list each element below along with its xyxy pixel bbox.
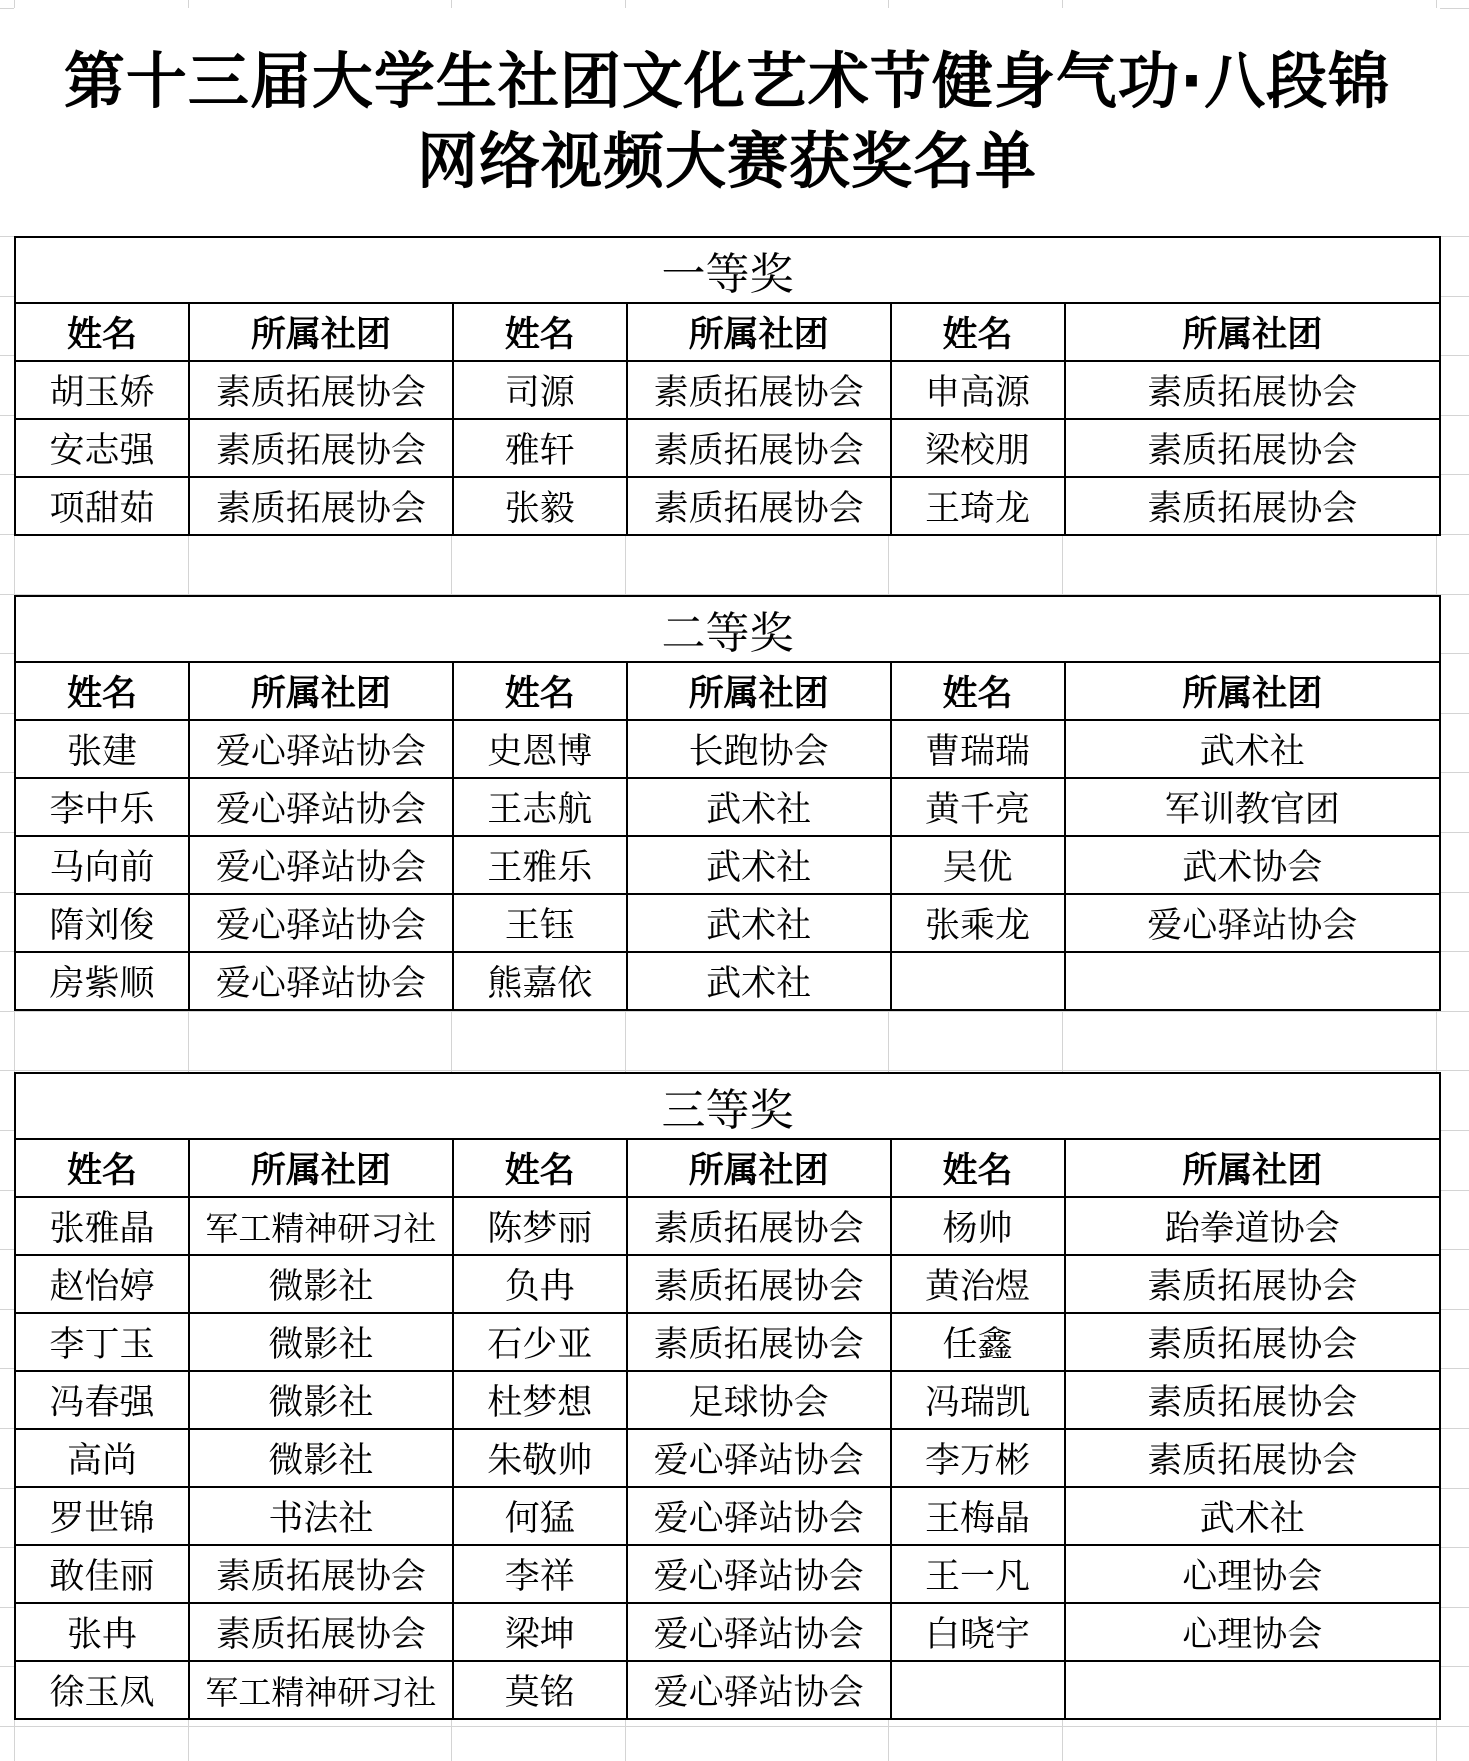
winner-name: 熊嘉依 [453, 952, 627, 1010]
winner-club: 素质拓展协会 [627, 1197, 891, 1255]
table-row [15, 419, 1440, 477]
table-row [15, 477, 1440, 535]
winner-club: 心理协会 [1065, 1603, 1440, 1661]
winner-name: 白晓宇 [891, 1603, 1065, 1661]
table-row [15, 1371, 1440, 1429]
winner-name: 杜梦想 [453, 1371, 627, 1429]
winner-club: 爱心驿站协会 [189, 952, 453, 1010]
winner-club: 微影社 [189, 1255, 453, 1313]
winner-club: 足球协会 [627, 1371, 891, 1429]
winner-name: 敢佳丽 [15, 1545, 189, 1603]
column-header-club: 所属社团 [189, 662, 453, 720]
winner-name: 赵怡婷 [15, 1255, 189, 1313]
winner-club: 素质拓展协会 [189, 419, 453, 477]
winner-name: 李万彬 [891, 1429, 1065, 1487]
column-header-name: 姓名 [15, 1139, 189, 1197]
table-row [15, 1313, 1440, 1371]
winner-name: 雅轩 [453, 419, 627, 477]
winner-name [891, 952, 1065, 1010]
winner-club: 素质拓展协会 [1065, 1255, 1440, 1313]
winner-name: 黄治煜 [891, 1255, 1065, 1313]
winner-name: 梁坤 [453, 1603, 627, 1661]
column-header-name: 姓名 [15, 303, 189, 361]
table-row [15, 1545, 1440, 1603]
winner-club: 跆拳道协会 [1065, 1197, 1440, 1255]
winner-club: 爱心驿站协会 [189, 894, 453, 952]
winner-club: 军训教官团 [1065, 778, 1440, 836]
winner-name: 张建 [15, 720, 189, 778]
award-table-2 [14, 595, 1441, 1011]
winner-name: 朱敬帅 [453, 1429, 627, 1487]
winner-club: 武术社 [627, 952, 891, 1010]
column-header-name: 姓名 [453, 1139, 627, 1197]
winner-club: 素质拓展协会 [627, 1255, 891, 1313]
winner-name: 吴优 [891, 836, 1065, 894]
winner-name: 申高源 [891, 361, 1065, 419]
award-sheet [14, 0, 1440, 1761]
winner-name: 冯瑞凯 [891, 1371, 1065, 1429]
winner-club: 爱心驿站协会 [627, 1603, 891, 1661]
winner-name: 罗世锦 [15, 1487, 189, 1545]
winner-club: 爱心驿站协会 [1065, 894, 1440, 952]
winner-name: 张毅 [453, 477, 627, 535]
winner-name: 李祥 [453, 1545, 627, 1603]
winner-name: 高尚 [15, 1429, 189, 1487]
award-level-heading: 二等奖 [15, 596, 1440, 662]
document-title [14, 8, 1440, 236]
winner-name: 张雅晶 [15, 1197, 189, 1255]
winner-club [1065, 1661, 1440, 1719]
column-header-club: 所属社团 [1065, 303, 1440, 361]
winner-club: 爱心驿站协会 [189, 778, 453, 836]
winner-name: 房紫顺 [15, 952, 189, 1010]
winner-club: 素质拓展协会 [1065, 1429, 1440, 1487]
winner-club: 素质拓展协会 [1065, 477, 1440, 535]
award-table-1 [14, 236, 1441, 536]
winner-club: 军工精神研习社 [189, 1197, 453, 1255]
winner-club: 武术社 [627, 836, 891, 894]
table-row [15, 720, 1440, 778]
winner-name: 李丁玉 [15, 1313, 189, 1371]
winner-club: 素质拓展协会 [189, 1545, 453, 1603]
winner-club: 武术社 [627, 894, 891, 952]
table-row [15, 361, 1440, 419]
winner-name: 张冉 [15, 1603, 189, 1661]
winner-name: 项甜茹 [15, 477, 189, 535]
winner-name: 李中乐 [15, 778, 189, 836]
winner-club: 武术社 [1065, 720, 1440, 778]
winner-name: 何猛 [453, 1487, 627, 1545]
title-line-1: 第十三届大学生社团文化艺术节健身气功·八段锦 [63, 46, 1391, 117]
winner-name: 冯春强 [15, 1371, 189, 1429]
winner-club: 武术社 [627, 778, 891, 836]
column-header-club: 所属社团 [627, 662, 891, 720]
winner-name: 史恩博 [453, 720, 627, 778]
column-header-name: 姓名 [15, 662, 189, 720]
winner-club: 素质拓展协会 [1065, 1313, 1440, 1371]
winner-name: 司源 [453, 361, 627, 419]
winner-club: 爱心驿站协会 [189, 836, 453, 894]
winner-club: 爱心驿站协会 [627, 1661, 891, 1719]
winner-club: 心理协会 [1065, 1545, 1440, 1603]
table-row [15, 778, 1440, 836]
winner-club: 爱心驿站协会 [189, 720, 453, 778]
winner-name: 王一凡 [891, 1545, 1065, 1603]
winner-club: 军工精神研习社 [189, 1661, 453, 1719]
winner-club: 书法社 [189, 1487, 453, 1545]
winner-name: 负冉 [453, 1255, 627, 1313]
winner-name: 徐玉凤 [15, 1661, 189, 1719]
winner-name: 胡玉娇 [15, 361, 189, 419]
winner-name: 杨帅 [891, 1197, 1065, 1255]
winner-name [891, 1661, 1065, 1719]
column-header-name: 姓名 [891, 662, 1065, 720]
winner-name: 梁校朋 [891, 419, 1065, 477]
winner-name: 石少亚 [453, 1313, 627, 1371]
winner-club: 爱心驿站协会 [627, 1429, 891, 1487]
winner-club: 素质拓展协会 [189, 1603, 453, 1661]
winner-name: 隋刘俊 [15, 894, 189, 952]
winner-club: 微影社 [189, 1371, 453, 1429]
winner-name: 莫铭 [453, 1661, 627, 1719]
winner-club: 素质拓展协会 [189, 361, 453, 419]
winner-name: 王雅乐 [453, 836, 627, 894]
winner-club: 微影社 [189, 1313, 453, 1371]
winner-name: 张乘龙 [891, 894, 1065, 952]
table-row [15, 1429, 1440, 1487]
table-row [15, 1197, 1440, 1255]
column-header-club: 所属社团 [189, 303, 453, 361]
column-header-club: 所属社团 [627, 1139, 891, 1197]
table-row [15, 952, 1440, 1010]
column-header-club: 所属社团 [189, 1139, 453, 1197]
winner-name: 曹瑞瑞 [891, 720, 1065, 778]
winner-club: 素质拓展协会 [627, 419, 891, 477]
winner-club: 素质拓展协会 [627, 361, 891, 419]
column-header-name: 姓名 [453, 662, 627, 720]
winner-name: 陈梦丽 [453, 1197, 627, 1255]
table-row [15, 1603, 1440, 1661]
winner-club: 素质拓展协会 [627, 477, 891, 535]
award-level-heading: 一等奖 [15, 237, 1440, 303]
winner-club: 素质拓展协会 [1065, 1371, 1440, 1429]
column-header-club: 所属社团 [1065, 662, 1440, 720]
winner-club: 素质拓展协会 [627, 1313, 891, 1371]
winner-name: 王琦龙 [891, 477, 1065, 535]
award-level-heading: 三等奖 [15, 1073, 1440, 1139]
column-header-club: 所属社团 [1065, 1139, 1440, 1197]
winner-name: 安志强 [15, 419, 189, 477]
table-row [15, 1487, 1440, 1545]
winner-club: 长跑协会 [627, 720, 891, 778]
winner-name: 任鑫 [891, 1313, 1065, 1371]
winner-club: 素质拓展协会 [189, 477, 453, 535]
winner-club: 武术协会 [1065, 836, 1440, 894]
table-row [15, 836, 1440, 894]
winner-club: 素质拓展协会 [1065, 361, 1440, 419]
winner-club: 微影社 [189, 1429, 453, 1487]
column-header-club: 所属社团 [627, 303, 891, 361]
title-line-2: 网络视频大赛获奖名单 [416, 126, 1037, 197]
winner-name: 王梅晶 [891, 1487, 1065, 1545]
award-table-3 [14, 1072, 1441, 1720]
winner-club: 爱心驿站协会 [627, 1545, 891, 1603]
column-header-name: 姓名 [891, 1139, 1065, 1197]
winner-club: 武术社 [1065, 1487, 1440, 1545]
table-row [15, 894, 1440, 952]
table-row [15, 1661, 1440, 1719]
column-header-name: 姓名 [453, 303, 627, 361]
winner-club: 爱心驿站协会 [627, 1487, 891, 1545]
table-row [15, 1255, 1440, 1313]
winner-club [1065, 952, 1440, 1010]
winner-name: 王志航 [453, 778, 627, 836]
winner-name: 王钰 [453, 894, 627, 952]
column-header-name: 姓名 [891, 303, 1065, 361]
winner-name: 马向前 [15, 836, 189, 894]
winner-name: 黄千亮 [891, 778, 1065, 836]
winner-club: 素质拓展协会 [1065, 419, 1440, 477]
